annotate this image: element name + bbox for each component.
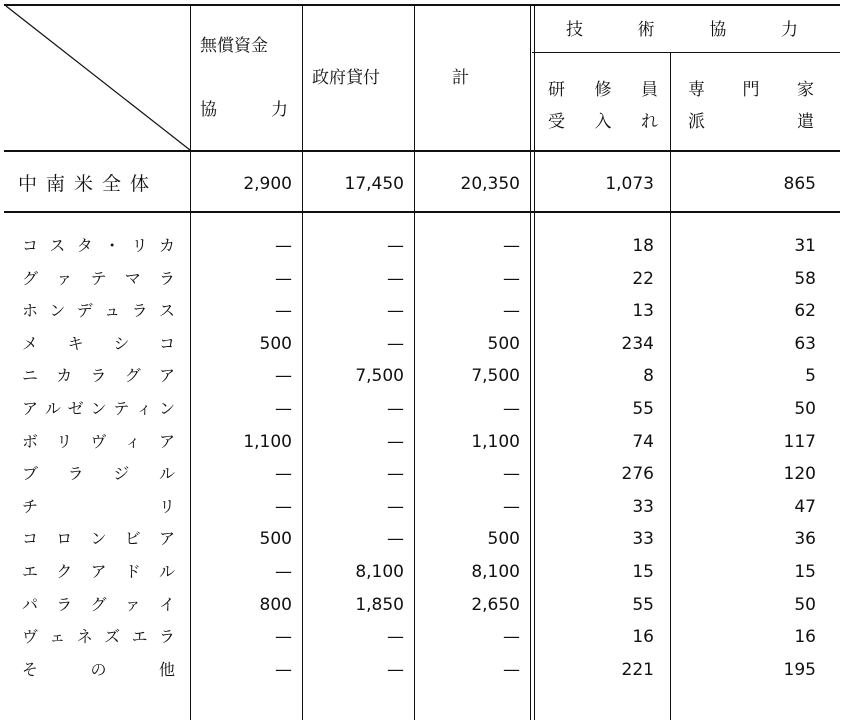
country-label-char: ィ [136,399,156,418]
header-trainee-line2 [548,112,658,132]
country-total-cell: 500 [487,334,520,354]
country-label-char: ン [158,399,178,418]
country-experts-cell: 120 [783,464,816,484]
country-trainees-cell: 16 [632,627,654,647]
country-label-char: ク [56,562,76,581]
country-label-char: ・ [104,236,124,255]
country-loan-cell: — [387,627,404,647]
country-loan-cell: — [387,497,404,517]
country-loan-cell: — [387,432,404,452]
country-experts-cell: 36 [794,529,816,549]
country-loan-cell: — [387,399,404,419]
country-label [22,399,178,419]
header-expert-char-1: 専 [688,80,705,100]
country-grant-cell: — [275,269,292,289]
country-label-char: イ [158,595,178,614]
country-label-char: メ [22,334,42,353]
country-loan-cell: — [387,334,404,354]
header-tech-char-3: 協 [709,20,727,40]
header-trainee-line1 [548,80,658,100]
country-label-char: タ [76,236,96,255]
country-label-char: ゼ [67,399,87,418]
country-total-cell: 2,650 [471,595,520,615]
country-label-char: ズ [104,627,124,646]
country-trainees-cell: 55 [632,595,654,615]
col-rule-1 [190,4,191,720]
country-label-char: ブ [22,464,42,483]
header-expert-char-4: 派 [688,112,705,132]
country-label-char: テ [113,399,133,418]
col-rule-4b [534,4,535,720]
col-rule-2 [302,4,303,720]
country-total-cell: — [503,399,520,419]
country-label-char: ヴ [22,627,42,646]
header-tech-char-4: 力 [780,20,798,40]
country-total-cell: — [503,464,520,484]
country-total-cell: — [503,301,520,321]
country-loan-cell: 7,500 [355,366,404,386]
country-trainees-cell: 33 [632,497,654,517]
header-expert-char-2: 門 [742,80,760,100]
country-experts-cell: 195 [783,660,816,680]
header-trainee-char-3: 員 [641,80,658,100]
country-label-char: リ [158,497,178,516]
country-trainees-cell: 22 [632,269,654,289]
country-experts-cell: 117 [783,432,816,452]
header-trainee-char-1: 研 [548,80,565,100]
country-label-char: コ [158,334,178,353]
country-experts-cell: 50 [794,595,816,615]
tech-header-rule [532,52,840,53]
country-label-char: エ [131,627,151,646]
country-experts-cell: 47 [794,497,816,517]
country-label-char: ア [158,432,178,451]
country-loan-cell: — [387,660,404,680]
country-total-cell: 1,100 [471,432,520,452]
country-label-char: ュ [104,301,124,320]
country-label-char: グ [22,269,42,288]
header-tech-char-1: 技 [566,20,583,40]
country-grant-cell: — [275,464,292,484]
country-label-char: カ [158,236,178,255]
header-grant-char-1: 協 [200,100,217,120]
country-label [22,464,178,484]
country-label-char: ニ [22,366,42,385]
country-label-char: カ [56,366,76,385]
country-grant-cell: — [275,627,292,647]
country-loan-cell: — [387,464,404,484]
country-label [22,269,178,289]
country-grant-cell: — [275,399,292,419]
country-experts-cell: 16 [794,627,816,647]
country-trainees-cell: 8 [643,366,654,386]
country-total-cell: 500 [487,529,520,549]
country-experts-cell: 58 [794,269,816,289]
country-label-char: ラ [131,301,151,320]
header-trainee-char-6: れ [641,112,658,132]
country-label [22,497,178,517]
country-grant-cell: 1,100 [243,432,292,452]
country-label-char: ド [124,562,144,581]
country-loan-cell: — [387,236,404,256]
country-loan-cell: 8,100 [355,562,404,582]
country-experts-cell: 62 [794,301,816,321]
country-label [22,432,178,452]
country-label-char: ァ [124,595,144,614]
country-label-char: ラ [158,269,178,288]
country-label-char: シ [113,334,133,353]
col-rule-5 [670,52,671,720]
country-label-char: ア [22,399,42,418]
country-label-char: ア [158,529,178,548]
country-label-char: の [90,660,110,679]
country-label-char: ア [90,562,110,581]
header-diagonal-line [4,4,192,152]
country-loan-cell: 1,850 [355,595,404,615]
country-label [22,236,178,256]
country-label-char: ラ [90,366,110,385]
header-trainee-char-4: 受 [548,112,565,132]
country-label-char: ロ [56,529,76,548]
country-label [22,334,178,354]
header-tech-char-2: 術 [637,20,655,40]
country-label-char: コ [22,236,42,255]
country-label-char: ラ [56,595,76,614]
country-label [22,627,178,647]
country-grant-cell: — [275,562,292,582]
col-rule-3 [414,4,415,720]
country-label-char: コ [22,529,42,548]
header-expert-char-5: 遣 [797,112,814,132]
total-row-loan: 17,450 [344,174,404,194]
country-label [22,595,178,615]
country-label-char: ェ [49,627,69,646]
country-experts-cell: 15 [794,562,816,582]
country-label-char: グ [90,595,110,614]
country-grant-cell: 800 [259,595,292,615]
total-row-grant: 2,900 [243,174,292,194]
country-grant-cell: — [275,301,292,321]
header-grant-line2 [200,100,288,120]
country-label-char: デ [76,301,96,320]
country-label-char: ボ [22,432,42,451]
country-label-char: ィ [124,432,144,451]
header-grant-char-2: 力 [271,100,288,120]
country-label-char: ネ [76,627,96,646]
country-trainees-cell: 13 [632,301,654,321]
country-label-char: テ [90,269,110,288]
country-label-char: チ [22,497,42,516]
country-label-char: ア [158,366,178,385]
country-label-char: ジ [113,464,133,483]
country-label-char: ン [90,529,110,548]
country-label-char: キ [67,334,87,353]
header-trainee-char-5: 入 [594,112,612,132]
country-trainees-cell: 276 [621,464,654,484]
total-row-bottom-rule [4,211,840,213]
country-label [22,301,178,321]
country-label-char: ァ [56,269,76,288]
country-label-char: グ [124,366,144,385]
country-total-cell: — [503,236,520,256]
country-label-char: ン [90,399,110,418]
header-total: 計 [452,68,469,88]
country-label [22,529,178,549]
country-label-char: ホ [22,301,42,320]
country-label [22,562,178,582]
country-total-cell: 8,100 [471,562,520,582]
total-row-label: 中南米全体 [18,173,159,195]
country-trainees-cell: 18 [632,236,654,256]
country-trainees-cell: 15 [632,562,654,582]
country-trainees-cell: 221 [621,660,654,680]
country-label-char: リ [56,432,76,451]
country-label [22,660,178,680]
country-label-char: そ [22,660,42,679]
country-label-char: ル [44,399,64,418]
country-experts-cell: 63 [794,334,816,354]
country-label-char: ビ [124,529,144,548]
country-label-char: ラ [67,464,87,483]
country-trainees-cell: 74 [632,432,654,452]
header-expert-char-3: 家 [797,80,814,100]
col-rule-4a [530,4,531,720]
country-total-cell: — [503,269,520,289]
country-label-char: 他 [158,660,178,679]
country-label-char: リ [131,236,151,255]
country-grant-cell: — [275,497,292,517]
country-total-cell: — [503,497,520,517]
header-expert-line1 [688,80,814,100]
header-loan: 政府貸付 [312,68,380,88]
header-tech-coop [566,20,798,40]
header-grant-line1: 無償資金 [200,36,268,56]
country-label-char: ル [158,464,178,483]
country-total-cell: — [503,627,520,647]
country-grant-cell: 500 [259,529,292,549]
country-experts-cell: 50 [794,399,816,419]
total-row-trainees: 1,073 [605,174,654,194]
country-label-char: ラ [158,627,178,646]
total-row-experts: 865 [783,174,816,194]
country-grant-cell: 500 [259,334,292,354]
country-loan-cell: — [387,269,404,289]
country-label-char: ス [49,236,69,255]
country-trainees-cell: 55 [632,399,654,419]
header-expert-line2 [688,112,814,132]
country-loan-cell: — [387,301,404,321]
country-trainees-cell: 234 [621,334,654,354]
country-grant-cell: — [275,236,292,256]
country-label-char: ヴ [90,432,110,451]
aid-table [4,4,840,720]
country-total-cell: 7,500 [471,366,520,386]
country-loan-cell: — [387,529,404,549]
country-label-char: ン [49,301,69,320]
country-trainees-cell: 33 [632,529,654,549]
total-row-total: 20,350 [460,174,520,194]
country-label-char: エ [22,562,42,581]
country-experts-cell: 5 [805,366,816,386]
country-total-cell: — [503,660,520,680]
country-grant-cell: — [275,660,292,680]
country-label-char: ル [158,562,178,581]
country-label-char: マ [124,269,144,288]
country-label-char: ス [158,301,178,320]
country-label [22,366,178,386]
country-label-char: パ [22,595,42,614]
header-trainee-char-2: 修 [594,80,612,100]
country-grant-cell: — [275,366,292,386]
country-experts-cell: 31 [794,236,816,256]
